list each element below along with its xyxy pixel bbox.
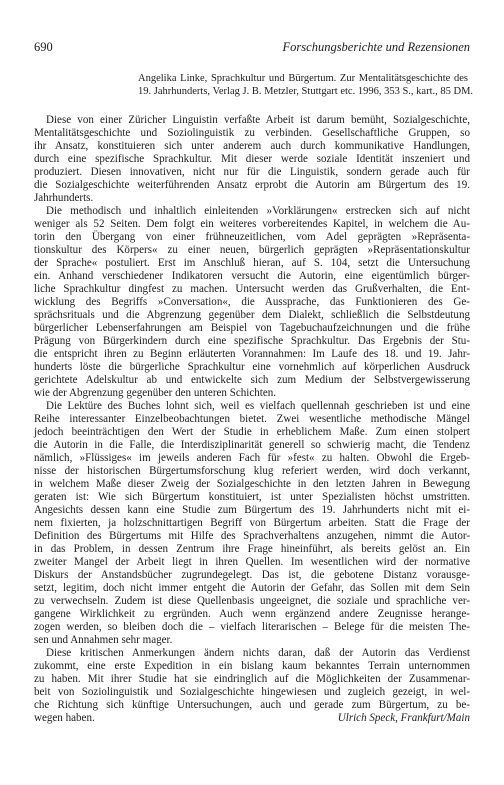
text-line: Reihe interessanter Einzelbeobachtungen bietet. Zwei wesentliche methodische Mängel <box>34 413 470 425</box>
review-body <box>34 114 470 725</box>
text-line: zu haben. Mit ihrer Studie hat sie eindringlich auf die Möglichkeiten der Zusammenar- <box>34 673 470 685</box>
page-number: 690 <box>34 40 53 54</box>
paragraph <box>34 400 470 647</box>
text-line: tionskultur des Körpers« zu einer neuen, bürgerlich geprägten »Repräsentationskultur <box>34 244 470 256</box>
reviewer-signature: Ulrich Speck, Frankfurt/Main <box>337 712 470 724</box>
text-line: nämlich, »Flüssiges« im jeweils anderen Fach für »fest« zu halten. Obwohl die Ergeb- <box>34 452 470 464</box>
text-line: durch eine spezifische Sprachkultur. Mit dieser werde soziale Identität inszeniert und <box>34 153 470 165</box>
text-line: Definition des Bürgertums mit Hilfe des Sprachverhaltens anzugehen, nimmt die Autor- <box>34 530 470 542</box>
text-line: zu verwechseln. Zudem ist diese Quellenbasis ungeeignet, die soziale und sprachliche ver- <box>34 595 470 607</box>
text-line: ihr Ansatz, konstituieren sich unter anderem auch durch kommunikative Handlungen, <box>34 140 470 152</box>
text-line: Diese kritischen Anmerkungen ändern nichts daran, daß der Autorin das Verdienst <box>46 647 470 659</box>
text-line: gangene Wirklichkeit zu ergründen. Auch wenn ergänzend andere Zeugnisse herange- <box>34 608 470 620</box>
text-line: gerichtete Adelskultur ab und entwickelte sich zum Medium der Selbstvergewisserung <box>34 374 470 386</box>
text-line: nem fixierten, ja holzschnittartigen Begriff von Bürgertum arbeiten. Statt die Frage der <box>34 517 470 529</box>
book-citation <box>138 72 474 98</box>
text-line: in das Problem, in dessen Zentrum ihre Frage hineinführt, als bereits gelöst an. Ein <box>34 543 470 555</box>
text-line: torin den Übergang von einer frühneuzeitlichen, vom Adel geprägten »Repräsenta- <box>34 231 470 243</box>
text-line: zukommt, eine erste Expedition in ein bislang kaum bekanntes Terrain unternommen <box>34 660 470 672</box>
text-line: die entspricht ihren zu Beginn erläuterten Vorannahmen: Im Laufe des 18. und 19. Jahr- <box>34 348 470 360</box>
text-line: Mentalitätsgeschichte und Soziolinguistik zu verbinden. Gesellschaftliche Gruppen, so <box>34 127 470 139</box>
citation-line: Angelika Linke, Sprachkultur und Bürgertum. Zur Mentalitätsgeschichte des <box>138 73 468 84</box>
text-line: hunderts löste die bürgerliche Sprachkultur eine vornehmlich auf körperlichen Ausdruck <box>34 361 470 373</box>
text-line: in welchem Maße dieser Zweig der Sozialgeschichte in den letzten Jahren in Bewegung <box>34 478 470 490</box>
text-line: bürgerlicher Lebenserfahrungen am Beispiel von Tagebuchaufzeichnungen und die frühe <box>34 322 470 334</box>
text-line: der Sprache« postuliert. Erst im Anschluß hieran, auf S. 104, setzt die Untersuchung <box>34 257 470 269</box>
text-line: wegen haben. <box>34 712 95 724</box>
text-line: ein. Anhand verschiedener Indikatoren versucht die Autorin, eine eigentümlich bürger- <box>34 270 470 282</box>
text-line: wicklung des Begriffs »Conversation«, die Aussprache, das Funktionieren des Ge- <box>34 296 470 308</box>
text-line: beit von Soziolinguistik und Sozialgeschichte hingewiesen und zugleich gezeigt, in wel- <box>34 686 470 698</box>
text-line: die Autorin in die Falle, die Interdisziplinarität generell so schwierig macht, die Tendenz <box>34 439 470 451</box>
text-line: Die methodisch und inhaltlich einleitenden »Vorklärungen« erstrecken sich auf nicht <box>46 205 470 217</box>
closing-line <box>34 712 470 725</box>
paragraph <box>34 647 470 725</box>
running-head: Forschungsberichte und Rezensionen <box>282 40 470 54</box>
text-line: che Richtung sich künftige Untersuchungen, auch und gerade zum Bürgertum, zu be- <box>34 699 470 711</box>
text-line: Die Lektüre des Buches lohnt sich, weil es vielfach quellennah geschrieben ist und eine <box>46 400 470 412</box>
text-line: Angesichts dessen kann eine Studie zum Bürgertum des 19. Jahrhunderts nicht mit ei- <box>34 504 470 516</box>
text-line: Diskurs der Anstandsbücher zugrundegelegt. Das ist, die gebotene Distanz vorausge- <box>34 569 470 581</box>
text-line: zogen werden, so bleiben doch die – vielfach literarischen – Belege für die meisten The- <box>34 621 470 633</box>
text-line: sprächsrituals und die Abgrenzung gegenüber dem Dialekt, schließlich die Selbstdeutung <box>34 309 470 321</box>
text-line: nisse der historischen Bürgertumsforschung klug referiert werden, wird doch verkannt, <box>34 465 470 477</box>
text-line: weniger als 52 Seiten. Dem folgt ein weiteres vorbereitendes Kapitel, in welchem die Au- <box>34 218 470 230</box>
text-line: Prägung von Bürgerkindern durch eine spezifische Sprachkultur. Das Ergebnis der Stu- <box>34 335 470 347</box>
paragraph <box>34 114 470 205</box>
text-line: setzt, legitim, doch nicht immer entgeht die Autorin der Gefahr, das Sollen mit dem Sein <box>34 582 470 594</box>
text-line: Diese von einer Züricher Linguistin verfaßte Arbeit ist darum bemüht, Sozialgeschichte, <box>46 114 470 126</box>
page-header <box>34 40 470 56</box>
text-line: Jahrhunderts. <box>34 192 94 204</box>
text-line: geraten ist: Wie sich Bürgertum konstituiert, ist unter Spezialisten höchst umstritten. <box>34 491 470 503</box>
text-line: produziert. Diesen innovativen, nicht nur für die Linguistik, sondern gerade auch für <box>34 166 470 178</box>
text-line: sen und Annahmen sehr mager. <box>34 634 173 646</box>
text-line: jedoch beeinträchtigen den Wert der Studie in erheblichem Maße. Zum einen stolpert <box>34 426 470 438</box>
text-line: zweiter Mangel der Arbeit liegt in ihren Quellen. Im wesentlichen wird der normative <box>34 556 470 568</box>
text-line: liche Sprachkultur dingfest zu machen. Untersucht werden das Grußverhalten, die Ent- <box>34 283 470 295</box>
paragraph <box>34 205 470 400</box>
text-line: die Sozialgeschichte weiterführenden Ansatz erprobt die Autorin am Bürgertum des 19. <box>34 179 470 191</box>
citation-line: 19. Jahrhunderts, Verlag J. B. Metzler, Stuttgart etc. 1996, 353 S., kart., 85 DM. <box>138 86 474 97</box>
text-line: wie der Abgrenzung gegenüber den unteren Schichten. <box>34 387 277 399</box>
